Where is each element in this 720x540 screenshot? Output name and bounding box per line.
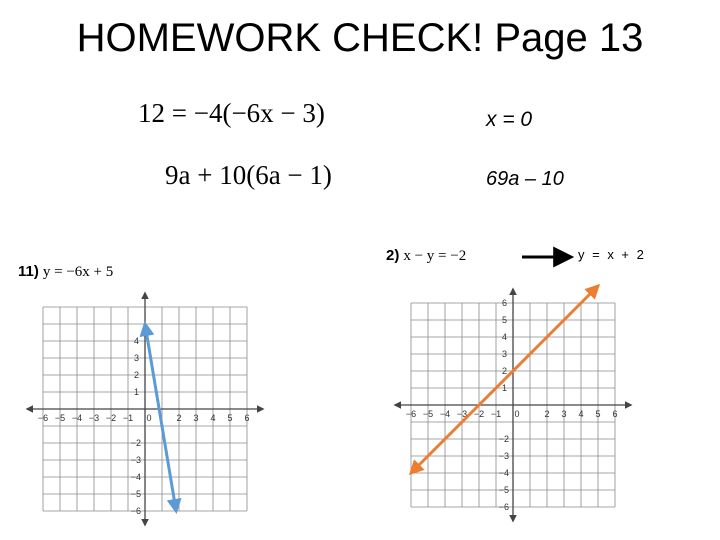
graph-right-annotation: y = x + 2 bbox=[578, 247, 646, 262]
graph-right-x-tick-label: 2 bbox=[544, 409, 550, 419]
graph-left-equation: y = −6x + 5 bbox=[42, 264, 114, 280]
graph-left-x-tick-label: −2 bbox=[105, 413, 117, 423]
graph-right-x-tick-label: 3 bbox=[561, 409, 567, 419]
graph-right-y-tick-label: −6 bbox=[498, 502, 509, 512]
slide-title: HOMEWORK CHECK! Page 13 bbox=[76, 16, 644, 60]
graph-right-x-tick-label: 0 bbox=[514, 409, 520, 419]
graph-right-y-tick-label: −2 bbox=[498, 434, 509, 444]
graph-left-y-tick-label: 2 bbox=[133, 370, 139, 380]
problem-1-answer: x = 0 bbox=[486, 108, 533, 131]
graph-right-x-tick-label: −2 bbox=[473, 409, 485, 419]
graph-left-y-tick-label: −5 bbox=[130, 489, 141, 499]
graph-right-x-tick-label: −5 bbox=[422, 409, 434, 419]
graph-left-x-tick-label: 6 bbox=[244, 413, 250, 423]
graph-right-x-tick-label: −1 bbox=[490, 409, 502, 419]
graph-left-number: 11) bbox=[18, 263, 39, 280]
graph-right-y-tick-label: 6 bbox=[501, 298, 507, 308]
graph-left-x-tick-label: −6 bbox=[37, 413, 49, 423]
graph-left-y-tick-label: −6 bbox=[130, 506, 141, 516]
graph-left-x-tick-label: 0 bbox=[146, 413, 152, 423]
graph-right-y-tick-label: 1 bbox=[501, 383, 507, 393]
graph-left-y-tick-label: −4 bbox=[130, 472, 141, 482]
problem-1-expression: 12 = −4(−6x − 3) bbox=[138, 98, 325, 128]
graph-left-x-tick-label: 5 bbox=[227, 413, 233, 423]
problem-2-expression: 9a + 10(6a − 1) bbox=[165, 160, 332, 190]
graph-right-y-tick-label: 4 bbox=[501, 332, 507, 342]
graph-right-x-tick-label: 4 bbox=[578, 409, 584, 419]
graph-right-y-tick-label: 3 bbox=[501, 349, 507, 359]
graph-right-y-tick-label: 2 bbox=[501, 366, 507, 376]
graph-right-y-tick-label: −5 bbox=[498, 485, 509, 495]
graph-left-y-tick-label: 1 bbox=[133, 387, 139, 397]
graph-right-x-tick-label: −3 bbox=[456, 409, 468, 419]
graph-left-x-tick-label: 2 bbox=[176, 413, 182, 423]
graph-left-y-tick-label: 4 bbox=[133, 336, 139, 346]
graph-right-number: 2) bbox=[386, 247, 400, 264]
graph-left-x-tick-label: −5 bbox=[54, 413, 66, 423]
graph-right-x-tick-label: 6 bbox=[612, 409, 618, 419]
graph-left-y-tick-label: −3 bbox=[130, 455, 141, 465]
graph-right-x-tick-label: −6 bbox=[405, 409, 417, 419]
graph-left-x-tick-label: −3 bbox=[88, 413, 100, 423]
graph-left-x-tick-label: −1 bbox=[122, 413, 134, 423]
graph-left-y-tick-label: 3 bbox=[133, 353, 139, 363]
graph-left-x-tick-label: 4 bbox=[210, 413, 216, 423]
graph-right-x-tick-label: 5 bbox=[595, 409, 601, 419]
problem-2-answer: 69a – 10 bbox=[486, 168, 564, 190]
graph-right-x-tick-label: −4 bbox=[439, 409, 451, 419]
graph-left-x-tick-label: 3 bbox=[193, 413, 199, 423]
graph-left-x-tick-label: −4 bbox=[71, 413, 83, 423]
graph-right-y-tick-label: −4 bbox=[498, 468, 509, 478]
graph-right-equation: x − y = −2 bbox=[403, 248, 467, 264]
graph-left-y-tick-label: −2 bbox=[130, 438, 141, 448]
graph-right bbox=[395, 286, 631, 521]
graph-right-y-tick-label: −3 bbox=[498, 451, 509, 461]
graph-left bbox=[27, 293, 263, 525]
graph-right-y-tick-label: 5 bbox=[501, 315, 507, 325]
